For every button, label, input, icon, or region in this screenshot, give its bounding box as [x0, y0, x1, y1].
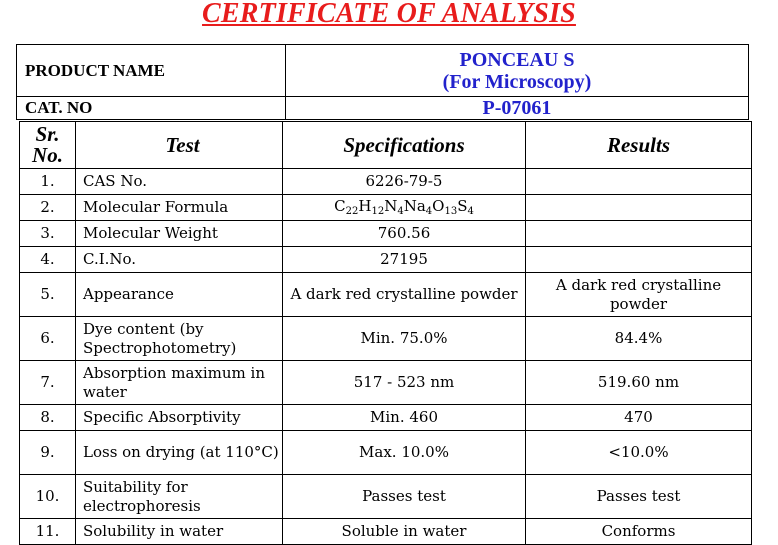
table-row [20, 273, 752, 317]
table-row [20, 247, 752, 273]
row-result: A dark red crystalline powder [526, 273, 752, 317]
row-number: 10. [20, 475, 76, 519]
row-result: 470 [526, 405, 752, 431]
header-sr-no: Sr. No. [20, 122, 76, 169]
analysis-table [19, 121, 752, 545]
row-test: Molecular Weight [76, 221, 283, 247]
header-specifications: Specifications [283, 122, 526, 169]
product-name-value [286, 45, 749, 97]
row-number: 5. [20, 273, 76, 317]
row-test: Specific Absorptivity [76, 405, 283, 431]
row-test: CAS No. [76, 169, 283, 195]
table-header-row [20, 122, 752, 169]
row-specification: Min. 75.0% [283, 317, 526, 361]
header-results: Results [526, 122, 752, 169]
row-specification: Min. 460 [283, 405, 526, 431]
table-row [20, 475, 752, 519]
row-result: Conforms [526, 519, 752, 545]
product-name-line1: PONCEAU S [459, 48, 575, 71]
document-title: CERTIFICATE OF ANALYSIS [202, 0, 576, 29]
row-result: 84.4% [526, 317, 752, 361]
header-test: Test [76, 122, 283, 169]
row-specification: 6226-79-5 [283, 169, 526, 195]
row-specification: 517 - 523 nm [283, 361, 526, 405]
row-specification: 760.56 [283, 221, 526, 247]
row-number: 4. [20, 247, 76, 273]
row-number: 8. [20, 405, 76, 431]
row-test: Suitability for electrophoresis [76, 475, 283, 519]
row-number: 1. [20, 169, 76, 195]
product-name-label: PRODUCT NAME [17, 45, 286, 97]
row-test: Loss on drying (at 110°C) [76, 431, 283, 475]
table-row [20, 221, 752, 247]
row-test: Appearance [76, 273, 283, 317]
row-number: 3. [20, 221, 76, 247]
row-specification: $C_{22}H_{12}N_4Na_4O_{13}S_4$ [283, 195, 526, 221]
row-number: 7. [20, 361, 76, 405]
product-info-table [16, 44, 749, 120]
row-result: <10.0% [526, 431, 752, 475]
table-row [20, 169, 752, 195]
row-specification: Soluble in water [283, 519, 526, 545]
row-test: Solubility in water [76, 519, 283, 545]
row-result [526, 221, 752, 247]
row-test: C.I.No. [76, 247, 283, 273]
row-number: 6. [20, 317, 76, 361]
product-name-line2: (For Microscopy) [442, 70, 592, 93]
table-row [20, 431, 752, 475]
table-row [20, 195, 752, 221]
row-result: 519.60 nm [526, 361, 752, 405]
row-test: Molecular Formula [76, 195, 283, 221]
row-result [526, 169, 752, 195]
row-specification: Passes test [283, 475, 526, 519]
cat-no-value: P-07061 [286, 97, 749, 120]
row-number: 9. [20, 431, 76, 475]
row-specification: 27195 [283, 247, 526, 273]
cat-no-label: CAT. NO [17, 97, 286, 120]
row-result: Passes test [526, 475, 752, 519]
row-specification: Max. 10.0% [283, 431, 526, 475]
row-specification: A dark red crystalline powder [283, 273, 526, 317]
row-result [526, 247, 752, 273]
row-result [526, 195, 752, 221]
table-row [20, 317, 752, 361]
table-row [20, 405, 752, 431]
table-row [20, 519, 752, 545]
row-test: Absorption maximum in water [76, 361, 283, 405]
row-number: 11. [20, 519, 76, 545]
row-number: 2. [20, 195, 76, 221]
table-row [20, 361, 752, 405]
row-test: Dye content (by Spectrophotometry) [76, 317, 283, 361]
